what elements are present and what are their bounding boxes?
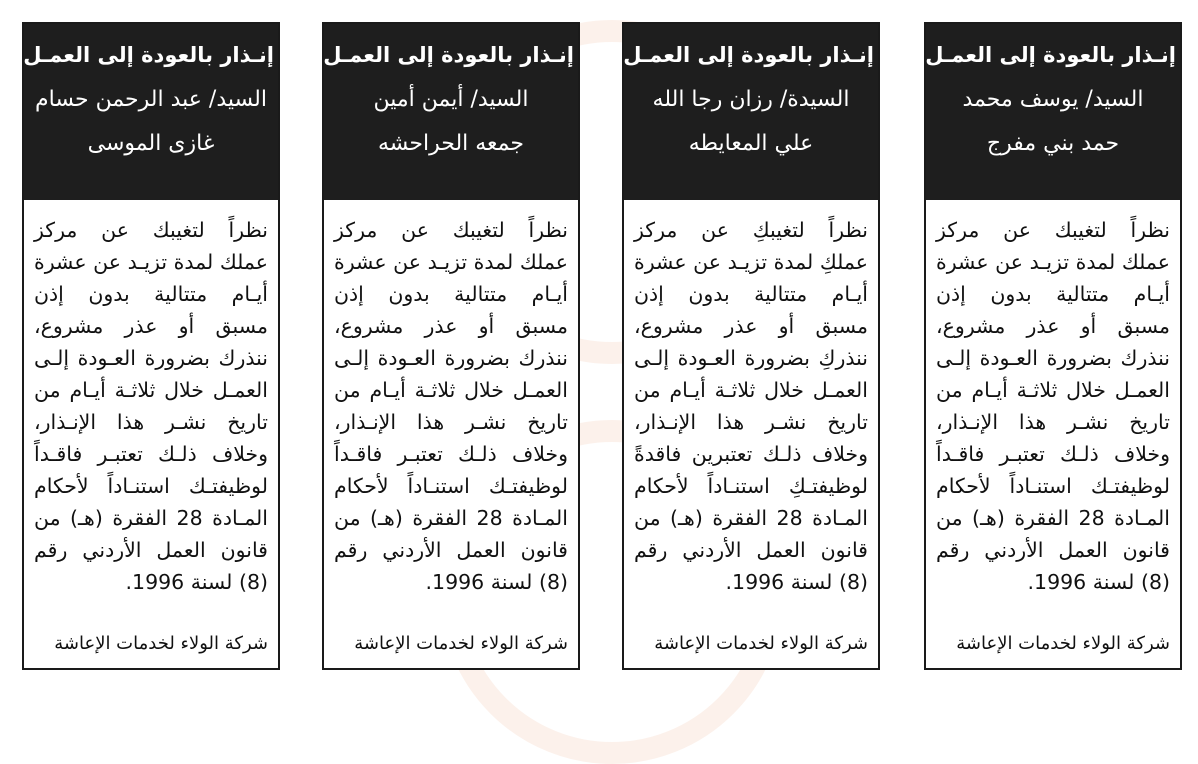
notice-header	[926, 24, 1180, 200]
notice-title: إنـذار بالعودة إلى العمـل	[323, 43, 574, 67]
notice-title: إنـذار بالعودة إلى العمـل	[623, 43, 874, 67]
employee-name-line1: السيد/ يوسف محمد	[962, 87, 1144, 112]
notice-body: نظراً لتغيبكِ عن مركز عملكِ لمدة تزيـد عن عشرة أيـام متتالية بدون إذن مسبق أو عذر مشروع، ننذركِ بضرورة العـودة إلـى العمـل خلال ثلاثـة أيـام من تاريخ نشـر هذا الإنـذار، وخلاف ذلـك تعتبرين فاقدةً لوظيفتـكِ استنـاداً لأحكام المـادة 28 الفقرة (هـ) من قانون العمل الأردني رقم (8) لسنة 1996.	[634, 218, 869, 594]
notice-card	[924, 22, 1182, 670]
notice-card	[622, 22, 880, 670]
employee-name-line1: السيد/ عبد الرحمن حسام	[35, 87, 267, 112]
company-signature: شركة الولاء لخدمات الإعاشة	[956, 633, 1170, 654]
company-signature: شركة الولاء لخدمات الإعاشة	[54, 633, 268, 654]
company-signature: شركة الولاء لخدمات الإعاشة	[354, 633, 568, 654]
notice-body: نظراً لتغيبك عن مركز عملك لمدة تزيـد عن عشرة أيـام متتالية بدون إذن مسبق أو عذر مشروع، ننذرك بضرورة العـودة إلـى العمـل خلال ثلاثـة أيـام من تاريخ نشـر هذا الإنـذار، وخلاف ذلـك تعتبـر فاقـداً لوظيفتـك استنـاداً لأحكام المـادة 28 الفقرة (هـ) من قانون العمل الأردني رقم (8) لسنة 1996.	[936, 218, 1171, 594]
notice-header	[324, 24, 578, 200]
notice-card	[22, 22, 280, 670]
employee-name-line2: علي المعايطه	[688, 131, 814, 156]
company-signature: شركة الولاء لخدمات الإعاشة	[654, 633, 868, 654]
notice-body: نظراً لتغيبك عن مركز عملك لمدة تزيـد عن عشرة أيـام متتالية بدون إذن مسبق أو عذر مشروع، ننذرك بضرورة العـودة إلـى العمـل خلال ثلاثـة أيـام من تاريخ نشـر هذا الإنـذار، وخلاف ذلـك تعتبـر فاقـداً لوظيفتـك استنـاداً لأحكام المـادة 28 الفقرة (هـ) من قانون العمل الأردني رقم (8) لسنة 1996.	[334, 218, 569, 594]
notice-title: إنـذار بالعودة إلى العمـل	[23, 43, 274, 67]
employee-name-line2: جمعه الحراحشه	[377, 131, 524, 156]
notice-card	[322, 22, 580, 670]
notice-title: إنـذار بالعودة إلى العمـل	[925, 43, 1176, 67]
notice-header	[24, 24, 278, 200]
notice-body: نظراً لتغيبك عن مركز عملك لمدة تزيـد عن عشرة أيـام متتالية بدون إذن مسبق أو عذر مشروع، ننذرك بضرورة العـودة إلـى العمـل خلال ثلاثـة أيـام من تاريخ نشـر هذا الإنـذار، وخلاف ذلـك تعتبـر فاقـداً لوظيفتـك استنـاداً لأحكام المـادة 28 الفقرة (هـ) من قانون العمل الأردني رقم (8) لسنة 1996.	[34, 218, 269, 594]
employee-name-line1: السيد/ أيمن أمين	[373, 87, 529, 112]
employee-name-line2: غازى الموسى	[87, 131, 215, 156]
notice-header	[624, 24, 878, 200]
employee-name-line2: حمد بني مفرج	[986, 131, 1120, 156]
employee-name-line1: السيدة/ رزان رجا الله	[652, 87, 850, 112]
